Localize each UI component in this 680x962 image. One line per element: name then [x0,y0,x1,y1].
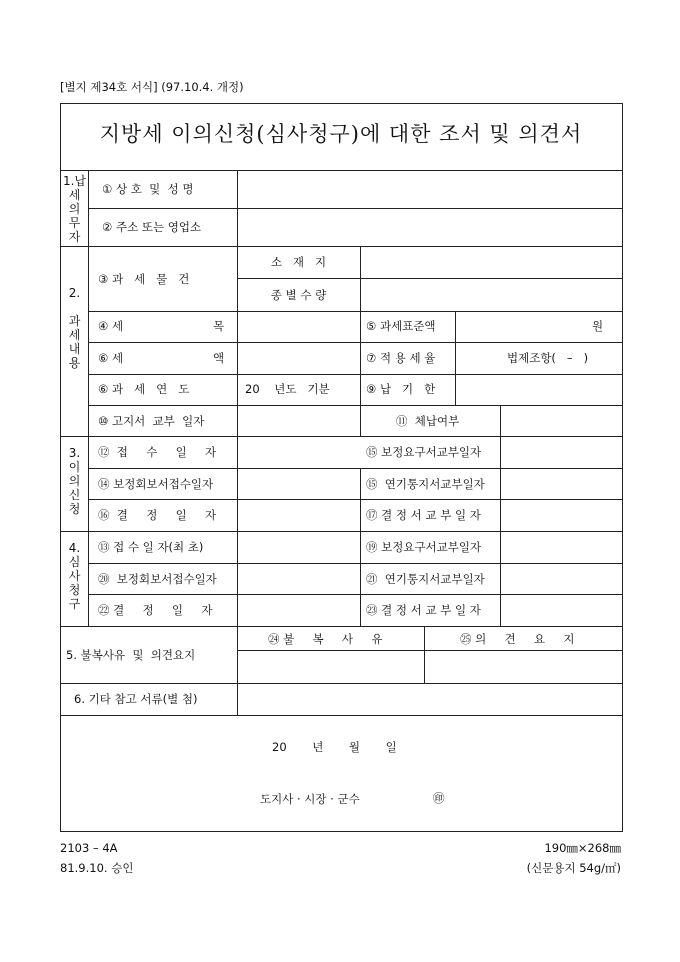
divider [88,311,622,312]
divider [360,468,361,626]
location-label: 소 재 지 [270,255,327,269]
rate-label: ⑦ 적 용 세 율 [366,351,436,365]
divider [60,715,622,716]
approval-date: 81.9.10. 승인 [60,861,134,875]
divider [88,342,622,343]
reason-label: ㉔ 불 복 사 유 [268,632,383,646]
signature-date: 20 년 월 일 [272,740,397,754]
seal-mark: ㊞ [433,791,445,805]
signer-title: 도지사 · 시장 · 군수 [260,792,360,806]
divider [88,374,622,375]
divider [88,594,622,595]
divider [60,626,622,627]
divider [88,499,622,500]
extension-notice-label: ⑮ 연기통지서교부일자 [366,477,485,491]
section2-label: 2. 과 세 내 용 [68,286,81,370]
divider [88,405,622,406]
review-extension-label: ㉑ 연기통지서교부일자 [366,572,485,586]
standard-label: ⑤ 과세표준액 [366,319,436,333]
decision-delivery-label: ⑰ 결 정 서 교 부 일 자 [366,508,481,522]
section1-label: 1.납 세 의 무 자 [62,174,87,244]
amount-label: ⑥ 세 [98,351,124,365]
receipt-date-label: ⑫ 접 수 일 자 [98,445,217,459]
amount-label-2: 액 [213,351,225,365]
year-value: 20 년도 기분 [245,382,330,396]
form-code: 2103 – 4A [60,841,118,855]
divider [60,170,622,171]
review-decision-delivery-label: ㉓ 결 정 서 교 부 일 자 [366,603,481,617]
review-correction-request-label: ⑲ 보정요구서교부일자 [366,540,482,554]
divider [88,170,89,626]
section5-label: 5. 불복사유 및 의견요지 [66,648,196,662]
form-id: [별지 제34호 서식] (97.10.4. 개정) [60,80,244,94]
address-label: ② 주소 또는 영업소 [102,220,202,234]
law-article: 법제조항( – ) [507,351,589,365]
divider [60,683,622,684]
divider [60,531,622,532]
section4-label: 4. 심 사 청 구 [68,541,81,611]
object-label: ③ 과 세 물 건 [98,272,190,286]
type-qty-label: 종 별 수 량 [270,288,327,302]
name-label: ① 상 호 및 성 명 [102,182,194,196]
decision-date-label: ⑯ 결 정 일 자 [98,508,217,522]
due-label: ⑨ 납 기 한 [366,382,436,396]
divider [60,246,622,247]
item-label: ④ 세 [98,319,124,333]
arrears-label: ⑪ 체납여부 [396,414,460,428]
divider [88,563,622,564]
page-title: 지방세 이의신청(심사청구)에 대한 조서 및 의견서 [99,122,583,146]
divider [237,650,622,651]
divider [360,246,361,436]
divider [424,626,425,683]
divider [455,311,456,405]
notice-label: ⑩ 고지서 교부 일자 [98,414,205,428]
divider [500,405,501,626]
section6-label: 6. 기타 참고 서류(별 첨) [74,692,198,706]
year-label: ⑥ 과 세 연 도 [98,382,190,396]
review-correction-receipt-label: ⑳ 보정회보서접수일자 [98,572,217,586]
correction-receipt-label: ⑭ 보정회보서접수일자 [98,477,214,491]
correction-request-label: ⑮ 보정요구서교부일자 [366,445,482,459]
divider [88,468,622,469]
divider [88,208,622,209]
section3-label: 3. 이 의 신 청 [68,446,81,516]
paper-size: 190㎜×268㎜ [544,841,621,855]
divider [60,436,622,437]
divider [237,170,238,715]
review-receipt-label: ⑬ 접 수 일 자(최 초) [98,540,204,554]
currency-unit: 원 [592,319,604,333]
item-label-2: 목 [213,319,225,333]
review-decision-label: ㉒ 결 정 일 자 [98,603,213,617]
opinion-label: ㉕ 의 견 요 지 [460,632,575,646]
divider [237,278,622,279]
paper-type: (신문용지 54g/㎡) [526,861,621,875]
